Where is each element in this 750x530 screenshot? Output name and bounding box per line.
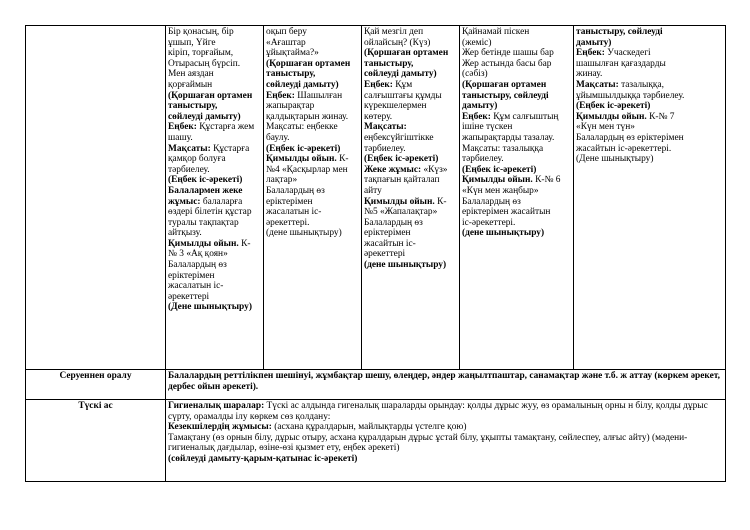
cell-line: (Еңбек іс-әрекеті) [576,101,651,112]
cell-line: Қимылды ойын. К- [168,238,251,249]
day-cell-4 [460,26,574,370]
cell-line: (дене шынықтыру) [364,260,447,271]
cell-line: (Еңбек іс-әрекеті) [266,143,341,154]
cell-line: кіріп, торғайым, [168,48,234,59]
cell-line: Балалардың өз [266,185,325,196]
cell-line: «Күн мен түн» [576,122,635,133]
cell-line: (дене шынықтыру) [266,228,342,239]
cell-line: (дене шынықтыру) [462,228,545,239]
cell-line: жасайтын іс- [364,238,416,249]
cell-line: тәрбиелеу. [168,164,210,175]
row-label-return: Серуеннен оралу [26,370,166,400]
cell-line: шашу. [168,132,193,143]
cell-line: Балалардың өз еріктерімен [576,132,684,143]
cell-line: әрекеттері [168,291,210,302]
activities-row [26,26,726,370]
cell-line: (Еңбек іс-әрекеті) [168,175,243,186]
cell-line: Еңбек: Құм салғыштың [462,111,559,122]
duty-text: (асхана құралдарын, майлықтарды үстелге қою) [271,422,467,433]
cell-line: тақпағын қайталап [364,175,440,186]
cell-line: жапырақтар [266,101,315,112]
cell-line: жұмыс: балаларға [168,196,243,207]
cell-line: Қайнамай піскен [462,27,530,37]
day-cell-2 [264,26,362,370]
cell-line: (Қоршаған ортамен [266,58,351,69]
cell-line: әрекеттері. [266,217,310,228]
return-row [26,370,726,400]
cell-line: қамқор болуға [168,154,226,165]
cell-line: дамыту) [576,37,612,48]
cell-line: тәрбиелеу. [462,154,504,165]
cell-line: еңбексүйгіштікке [364,132,434,143]
cell-line: жасалатын іс- [266,207,322,218]
cell-line: салғыштағы құмды [364,90,442,101]
cell-line: лақтар» [266,175,298,186]
cell-line: №5 «Жапалақтар» [364,207,438,218]
cell-line: көтеру. [364,111,393,122]
cell-line: Балалармен жеке [168,185,243,196]
cell-line: баулу. [266,132,290,143]
lunch-row [26,400,726,482]
lunch-text [166,400,726,482]
cell-line: ойлайсың? (Күз) [364,37,431,48]
cell-line: №4 «Қасқырлар мен [266,164,348,175]
cell-line: Еңбек: Құстарға жем [168,122,255,133]
cell-line: (Еңбек іс-әрекеті) [364,154,439,165]
cell-line: айтқызу. [168,228,202,239]
cell-line: (Еңбек іс-әрекеті) [462,164,537,175]
row-label-empty [26,26,166,370]
cell-line: Еңбек: Құм [364,79,413,90]
cell-line: Мақсаты: тазалыққа, [576,79,664,90]
cell-line: Жер бетінде шашы бар [462,48,554,59]
plan-table [25,25,726,482]
row-label-lunch: Түскі ас [26,400,166,482]
cell-line: «Ағаштар [266,37,306,48]
cell-line: Еңбек: Учаскедегі [576,48,651,59]
cell-line: еріктерімен [266,196,313,207]
cell-line: жасайтын іс-әрекеттері. [576,143,672,154]
cell-line: таныстыру, [364,58,414,69]
cell-line: айту [364,185,382,196]
cell-line: Жер астында басы бар [462,58,552,69]
cell-line: таныстыру, [266,69,316,80]
cell-line: Мақсаты: [364,122,407,133]
cell-line: өздері білетін құстар [168,207,252,218]
cell-line: оқып беру [266,27,307,37]
cell-line: Қимылды ойын. К-№ 7 [576,111,675,122]
cell-line: Мақсаты: тазалыққа [462,143,544,154]
cell-line: Бір қонасың, бір [168,27,234,37]
cell-line: (жеміс) [462,37,492,48]
cell-line: Мен аяздан [168,69,214,80]
return-text: Балалардың реттілікпен шешінуі, жұмбақтар шешу, өлеңдер, әндер жаңылтпаштар, санамақтар және т.б. ж аттау (көркем әрекет, дербес ойын әрекеті). [166,370,726,400]
cell-line: жапырақтарды тазалау. [462,132,555,143]
cell-line: № 3 «Ақ қоян» [168,249,228,260]
cell-line: еріктерімен [364,228,411,239]
hygiene-text: Түскі ас алдында гигеналық шараларды орындау: қолды дұрыс жуу, өз орамалының орны н білу, қолды дұрыс сүрту, орамалды ілу көркем сөз қолдану: [168,401,708,422]
cell-line: (Қоршаған ортамен [168,90,253,101]
cell-line: еріктерімен жасайтын [462,207,551,218]
cell-line: Еңбек: Шашылған [266,90,343,101]
cell-line: ұйымшылдыққа тәрбиелеу. [576,90,685,101]
cell-line: ұшып, Үйге [168,37,216,48]
cell-line: ішіне түскен [462,122,513,133]
speech-note: (сөйлеуді дамыту-қарым-қатынас іс-әрекеті) [168,453,358,464]
cell-line: (Қоршаған ортамен [462,79,547,90]
day-cell-1 [166,26,264,370]
cell-line: күрекшелермен [364,101,427,112]
cell-line: Қимылды ойын. К- [364,196,447,207]
duty-lead: Кезекшілердің жұмысы: [168,422,272,433]
cell-line: сөйлеуді дамыту) [364,69,437,80]
cell-line: Қимылды ойын. К- [266,154,349,165]
cell-line: Балалардың өз [462,196,521,207]
cell-line: қалдықтарын жинау. [266,111,349,122]
cell-line: әрекеттері [364,249,406,260]
cell-line: (Қоршаған ортамен [364,48,449,59]
cell-line: еріктерімен [168,270,215,281]
cell-line: жинау. [576,69,603,80]
cell-line: Мақсаты: Құстарға [168,143,250,154]
cell-line: Қай мезгіл деп [364,27,424,37]
cell-line: сөйлеуді дамыту) [266,79,339,90]
cell-line: дамыту) [462,101,498,112]
cell-line: Мақсаты: еңбекке [266,122,338,133]
cell-line: жасалатын іс- [168,281,224,292]
day-cell-3 [362,26,460,370]
cell-line: Балалардың өз [364,217,423,228]
cell-line: сөйлеуді дамыту) [168,111,241,122]
cell-line: таныстыру, сөйлеуді [576,27,663,37]
cell-line: іс-әрекеттері. [462,217,516,228]
cell-line: (сәбіз) [462,69,488,80]
cell-line: қорғаймын [168,79,213,90]
cell-line: туралы тақпақтар [168,217,239,228]
cell-line: Отырасың бүрсіп. [168,58,241,69]
cell-line: «Күн мен жаңбыр» [462,185,539,196]
eating-text: Тамақтану (өз орнын білу, дұрыс отыру, асхана құралдарын дұрыс ұстай білу, ұқыпты тамақтану, сөйлеспеу, алғыс айту) (мәдени-гигиеналық дағдылар, өзіне-өзі қызмет ету, еңбек әрекеті) [168,432,688,454]
cell-line: ұйықтайма?» [266,48,319,59]
cell-line: (Дене шынықтыру) [168,302,252,313]
cell-line: Қимылды ойын. К-№ 6 [462,175,561,186]
cell-line: тәрбиелеу. [364,143,406,154]
cell-line: таныстыру, [168,101,218,112]
cell-line: Балалардың өз [168,260,227,271]
cell-line: шашылған қағаздарды [576,58,666,69]
cell-line: (Дене шынықтыру) [576,154,654,165]
day-cell-5 [574,26,726,370]
hygiene-lead: Гигиеналық шаралар: [168,401,265,411]
cell-line: Жеке жұмыс: «Күз» [364,164,448,175]
cell-line: таныстыру, сөйлеуді [462,90,549,101]
